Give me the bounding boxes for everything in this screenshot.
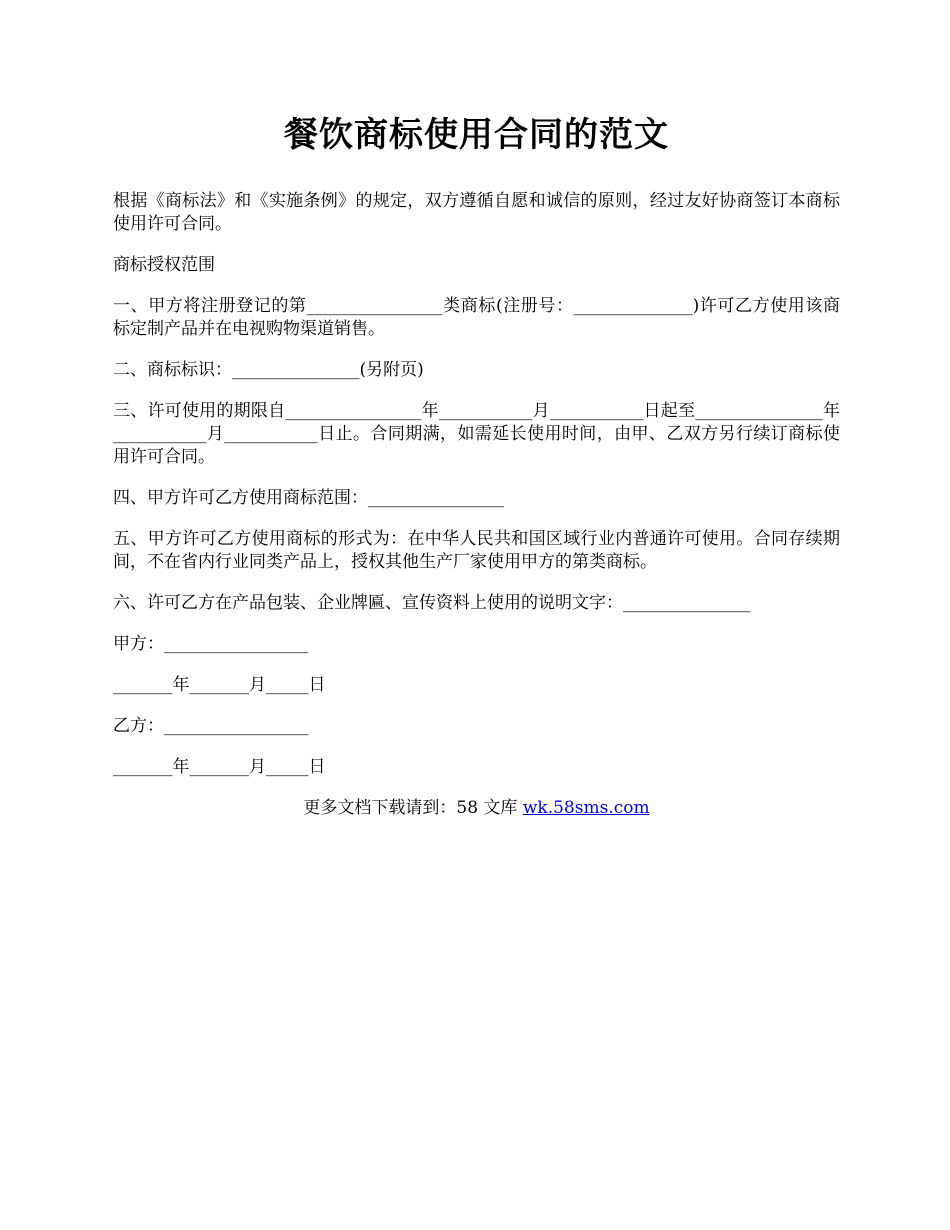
clause-1: 一、甲方将注册登记的第________________类商标(注册号：______________)许可乙方使用该商标定制产品并在电视购物渠道销售。 (113, 296, 840, 339)
clause-6: 六、许可乙方在产品包装、企业牌匾、宣传资料上使用的说明文字：_______________ (113, 593, 751, 613)
party-a-date: _______年_______月_____日 (113, 675, 326, 695)
party-b-date: _______年_______月_____日 (113, 757, 326, 777)
footer-link[interactable]: wk.58sms.com (522, 798, 650, 818)
intro-paragraph: 根据《商标法》和《实施条例》的规定，双方遵循自愿和诚信的原则，经过友好协商签订本商标使用许可合同。 (113, 191, 840, 234)
footer-text: 更多文档下载请到：58 文库 (303, 798, 523, 818)
party-b-signature: 乙方：_________________ (113, 716, 309, 736)
document-title: 餐饮商标使用合同的范文 (284, 115, 669, 155)
clause-4: 四、甲方许可乙方使用商标范围：________________ (113, 488, 504, 508)
clause-2: 二、商标标识：_______________(另附页) (113, 360, 424, 380)
document-page (113, 110, 840, 820)
clause-5: 五、甲方许可乙方使用商标的形式为：在中华人民共和国区域行业内普通许可使用。合同存续期间，不在省内行业同类产品上，授权其他生产厂家使用甲方的第类商标。 (113, 529, 840, 572)
party-a-signature: 甲方：_________________ (113, 634, 309, 654)
footer (113, 797, 840, 820)
clause-3: 三、许可使用的期限自________________年___________月___________日起至_______________年___________月___________日止。合同期满，如需延长使用时间，由甲、乙双方另行续订商标使用许可合同。 (113, 401, 840, 467)
section-heading: 商标授权范围 (113, 255, 215, 275)
